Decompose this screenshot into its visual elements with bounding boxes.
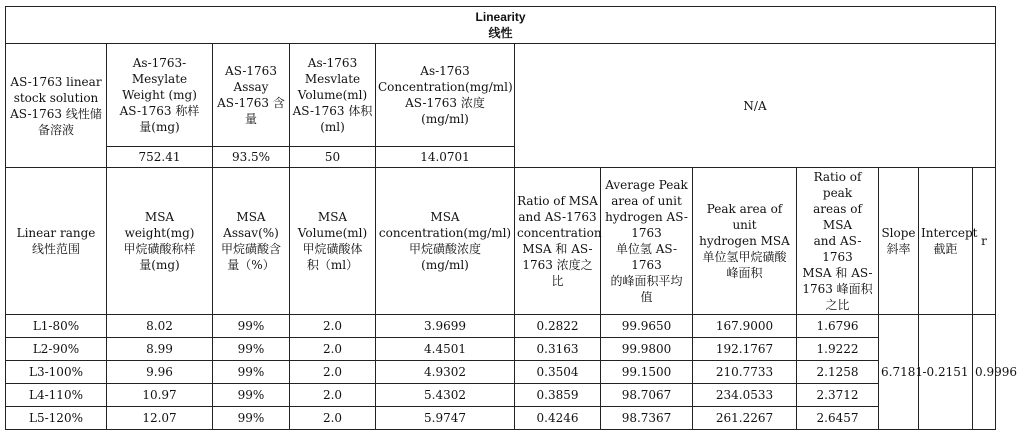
msa-weight-cell: 8.99 bbox=[107, 338, 213, 361]
title-en: Linearity bbox=[475, 10, 526, 24]
msa-volume-cell: 2.0 bbox=[290, 361, 376, 384]
msa-concentration-cell: 3.9699 bbox=[376, 315, 515, 338]
r-value: 0.9996 bbox=[973, 315, 996, 430]
msa-assay-cell: 99% bbox=[213, 407, 290, 430]
msa-concentration-header: MSA concentration(mg/ml) 甲烷磺酸浓度 (mg/ml) bbox=[376, 168, 515, 315]
title-zh: 线性 bbox=[488, 26, 513, 40]
msa-assay-cell: 99% bbox=[213, 315, 290, 338]
avg-peak-area-cell: 98.7367 bbox=[601, 407, 693, 430]
concentration-ratio-cell: 0.2822 bbox=[515, 315, 601, 338]
avg-peak-area-cell: 99.9650 bbox=[601, 315, 693, 338]
slope-value: 6.7181 bbox=[879, 315, 919, 430]
table-row bbox=[6, 361, 996, 384]
msa-peak-area-cell: 192.1767 bbox=[693, 338, 797, 361]
concentration-ratio-header: Ratio of MSA and AS-1763 concentration MSA 和 AS- 1763 浓度之比 bbox=[515, 168, 601, 315]
avg-peak-area-cell: 98.7067 bbox=[601, 384, 693, 407]
na-cell: N/A bbox=[515, 44, 996, 168]
stock-header-row bbox=[6, 44, 996, 147]
linearity-table bbox=[5, 6, 1017, 430]
stock-assay-header: AS-1763 Assay AS-1763 含 量 bbox=[213, 44, 290, 147]
stock-weight-header: As-1763- Mesylate Weight (mg) AS-1763 称样 量(mg) bbox=[107, 44, 213, 147]
msa-weight-cell: 9.96 bbox=[107, 361, 213, 384]
msa-peak-area-cell: 234.0533 bbox=[693, 384, 797, 407]
msa-weight-cell: 10.97 bbox=[107, 384, 213, 407]
stock-assay-value: 93.5% bbox=[213, 147, 290, 168]
stock-volume-header: As-1763 Mesvlate Volume(ml) AS-1763 体积 (ml) bbox=[290, 44, 376, 147]
msa-peak-area-header: Peak area of unit hydrogen MSA 单位氢甲烷磺酸 峰面积 bbox=[693, 168, 797, 315]
peak-area-ratio-cell: 1.9222 bbox=[797, 338, 879, 361]
table-row bbox=[6, 384, 996, 407]
msa-concentration-cell: 4.9302 bbox=[376, 361, 515, 384]
msa-assay-cell: 99% bbox=[213, 338, 290, 361]
msa-volume-cell: 2.0 bbox=[290, 338, 376, 361]
peak-area-ratio-cell: 2.1258 bbox=[797, 361, 879, 384]
table-row bbox=[6, 315, 996, 338]
stock-label-cell: AS-1763 linear stock solution AS-1763 线性储 备溶液 bbox=[6, 44, 107, 168]
avg-peak-area-cell: 99.9800 bbox=[601, 338, 693, 361]
stock-volume-value: 50 bbox=[290, 147, 376, 168]
peak-area-ratio-cell: 2.6457 bbox=[797, 407, 879, 430]
range-cell: L1-80% bbox=[6, 315, 107, 338]
concentration-ratio-cell: 0.4246 bbox=[515, 407, 601, 430]
msa-assay-cell: 99% bbox=[213, 361, 290, 384]
msa-volume-cell: 2.0 bbox=[290, 315, 376, 338]
avg-peak-area-cell: 99.1500 bbox=[601, 361, 693, 384]
msa-volume-cell: 2.0 bbox=[290, 407, 376, 430]
msa-peak-area-cell: 261.2267 bbox=[693, 407, 797, 430]
range-cell: L2-90% bbox=[6, 338, 107, 361]
concentration-ratio-cell: 0.3163 bbox=[515, 338, 601, 361]
msa-weight-cell: 12.07 bbox=[107, 407, 213, 430]
stock-concentration-value: 14.0701 bbox=[376, 147, 515, 168]
range-cell: L5-120% bbox=[6, 407, 107, 430]
msa-concentration-cell: 4.4501 bbox=[376, 338, 515, 361]
msa-assay-header: MSA Assav(%) 甲烷磺酸含 量（%） bbox=[213, 168, 290, 315]
msa-volume-cell: 2.0 bbox=[290, 384, 376, 407]
msa-weight-cell: 8.02 bbox=[107, 315, 213, 338]
table-row bbox=[6, 338, 996, 361]
stock-weight-value: 752.41 bbox=[107, 147, 213, 168]
range-cell: L4-110% bbox=[6, 384, 107, 407]
msa-weight-header: MSA weight(mg) 甲烷磺酸称样 量(mg) bbox=[107, 168, 213, 315]
msa-peak-area-cell: 167.9000 bbox=[693, 315, 797, 338]
msa-concentration-cell: 5.4302 bbox=[376, 384, 515, 407]
msa-assay-cell: 99% bbox=[213, 384, 290, 407]
r-header: r bbox=[973, 168, 996, 315]
concentration-ratio-cell: 0.3504 bbox=[515, 361, 601, 384]
msa-peak-area-cell: 210.7733 bbox=[693, 361, 797, 384]
msa-concentration-cell: 5.9747 bbox=[376, 407, 515, 430]
range-cell: L3-100% bbox=[6, 361, 107, 384]
peak-area-ratio-header: Ratio of peak areas of MSA and AS-1763 MSA 和 AS- 1763 峰面积 之比 bbox=[797, 168, 879, 315]
peak-area-ratio-cell: 2.3712 bbox=[797, 384, 879, 407]
slope-header: Slope 斜率 bbox=[879, 168, 919, 315]
title-row bbox=[6, 7, 996, 44]
intercept-value: -0.2151 bbox=[919, 315, 973, 430]
stock-concentration-header: As-1763 Concentration(mg/ml) AS-1763 浓度 (mg/ml) bbox=[376, 44, 515, 147]
table-row bbox=[6, 407, 996, 430]
concentration-ratio-cell: 0.3859 bbox=[515, 384, 601, 407]
avg-peak-area-header: Average Peak area of unit hydrogen AS- 1763 单位氢 AS-1763 的峰面积平均 值 bbox=[601, 168, 693, 315]
table-title bbox=[6, 7, 996, 44]
msa-volume-header: MSA Volume(ml) 甲烷磺酸体 积（ml） bbox=[290, 168, 376, 315]
linear-range-header: Linear range 线性范围 bbox=[6, 168, 107, 315]
intercept-header: Intercept 截距 bbox=[919, 168, 973, 315]
peak-area-ratio-cell: 1.6796 bbox=[797, 315, 879, 338]
linear-header-row bbox=[6, 168, 996, 315]
